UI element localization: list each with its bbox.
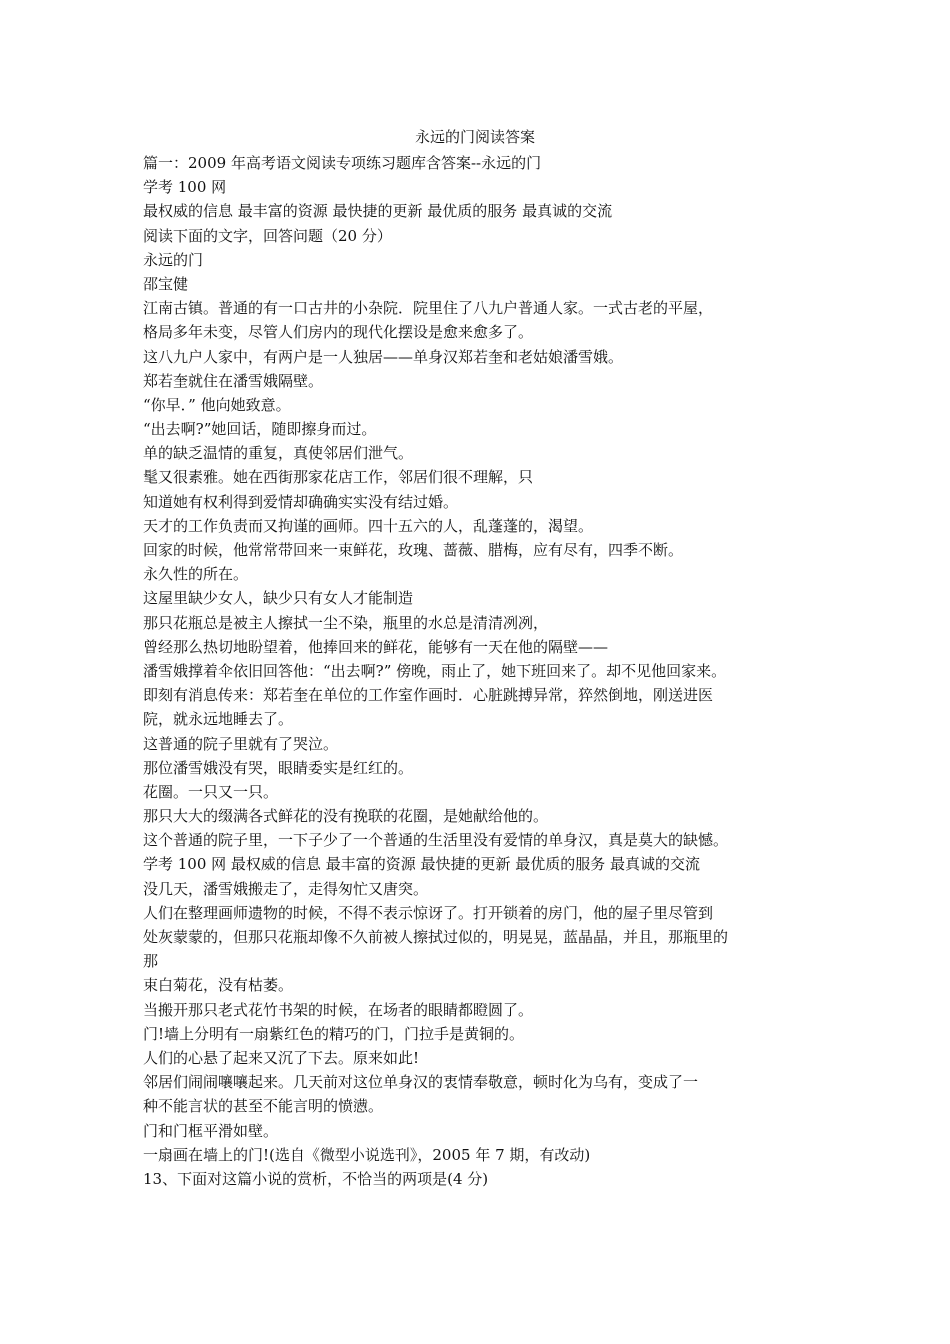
text-line: 一扇画在墙上的门!(选自《微型小说选刊》，2005 年 7 期，有改动) <box>143 1145 591 1164</box>
text-line: 这八九户人家中，有两户是一人独居——单身汉郑若奎和老姑娘潘雪娥。 <box>143 347 624 366</box>
text-line: 没几天，潘雪娥搬走了，走得匆忙又唐突。 <box>143 879 429 898</box>
text-line: 即刻有消息传来：郑若奎在单位的工作室作画时．心脏跳搏异常，猝然倒地，刚送进医 <box>143 686 714 705</box>
text-line: 束白菊花，没有枯萎。 <box>143 976 294 995</box>
text-line: 篇一：2009 年高考语文阅读专项练习题库含答案--永远的门 <box>143 154 542 172</box>
text-line: 潘雪娥撑着伞依旧回答他：“出去啊?” 傍晚，雨止了，她下班回来了。却不见他回家来。 <box>143 661 727 680</box>
text-line: 门和门框平滑如壁。 <box>143 1121 279 1140</box>
document-title: 永远的门阅读答案 <box>414 128 535 146</box>
text-line: 永久性的所在。 <box>143 565 249 584</box>
text-line: 江南古镇。普通的有一口古井的小杂院．院里住了八九户普通人家。一式古老的平屋， <box>143 299 714 318</box>
text-line: 花圈。一只又一只。 <box>143 782 279 801</box>
document-body <box>143 151 823 1191</box>
text-line: “出去啊?”她回话，随即擦身而过。 <box>143 420 377 439</box>
text-line: 人们的心悬了起来又沉了下去。原来如此! <box>143 1048 420 1067</box>
text-line: 单的缺乏温情的重复，真使邻居们泄气。 <box>143 444 414 463</box>
text-line: 人们在整理画师遗物的时候，不得不表示惊讶了。打开锁着的房门，他的屋子里尽管到 <box>143 903 714 922</box>
text-line: 曾经那么热切地盼望着，他捧回来的鲜花，能够有一天在他的隔壁—— <box>143 637 609 656</box>
text-line: 知道她有权利得到爱情却确确实实没有结过婚。 <box>143 492 459 511</box>
text-line: 那位潘雪娥没有哭，眼睛委实是红红的。 <box>143 758 414 777</box>
text-line: 回家的时候，他常常带回来一束鲜花，玫瑰、蔷薇、腊梅，应有尽有，四季不断。 <box>143 541 684 559</box>
text-line: 院，就永远地睡去了。 <box>143 710 294 729</box>
text-line: 髦又很素雅。她在西街那家花店工作，邻居们很不理解，只 <box>143 468 534 487</box>
text-line: 学考 100 网 最权威的信息 最丰富的资源 最快捷的更新 最优质的服务 最真诚的交流 <box>143 855 701 874</box>
text-line: 这屋里缺少女人，缺少只有女人才能制造 <box>143 589 414 608</box>
text-line: “你早．” 他向她致意。 <box>143 395 291 414</box>
text-line: 邻居们闹闹嚷嚷起来。几天前对这位单身汉的衷情奉敬意，顿时化为乌有，变成了一 <box>143 1073 699 1092</box>
text-line: 这个普通的院子里，一下子少了一个普通的生活里没有爱情的单身汉，真是莫大的缺憾。 <box>143 831 729 850</box>
text-line: 那只大大的缀满各式鲜花的没有挽联的花圈，是她献给他的。 <box>143 807 549 826</box>
text-line: 阅读下面的文字，回答问题（20 分） <box>143 226 392 245</box>
text-line: 这普通的院子里就有了哭泣。 <box>143 734 339 753</box>
text-line: 当搬开那只老式花竹书架的时候，在场者的眼睛都瞪圆了。 <box>143 1000 534 1019</box>
text-line: 邵宝健 <box>143 274 189 293</box>
text-line: 那只花瓶总是被主人擦拭一尘不染，瓶里的水总是清清冽冽， <box>143 613 549 632</box>
text-line: 格局多年未变，尽管人们房内的现代化摆设是愈来愈多了。 <box>143 323 534 342</box>
text-line: 门!墙上分明有一扇紫红色的精巧的门，门拉手是黄铜的。 <box>143 1024 525 1043</box>
text-line: 13、下面对这篇小说的赏析，不恰当的两项是(4 分) <box>143 1169 489 1188</box>
text-line: 那 <box>143 952 159 971</box>
text-line: 天才的工作负责而又拘谨的画师。四十五六的人，乱蓬蓬的，渴望。 <box>143 516 594 535</box>
text-line: 郑若奎就住在潘雪娥隔壁。 <box>143 371 324 390</box>
text-line: 种不能言状的甚至不能言明的愤懑。 <box>143 1097 384 1116</box>
text-line: 永远的门 <box>143 250 204 269</box>
text-line: 处灰蒙蒙的，但那只花瓶却像不久前被人擦拭过似的，明晃晃，蓝晶晶，并且，那瓶里的 <box>143 928 729 946</box>
text-line: 学考 100 网 <box>143 178 227 197</box>
text-line: 最权威的信息 最丰富的资源 最快捷的更新 最优质的服务 最真诚的交流 <box>143 202 613 221</box>
